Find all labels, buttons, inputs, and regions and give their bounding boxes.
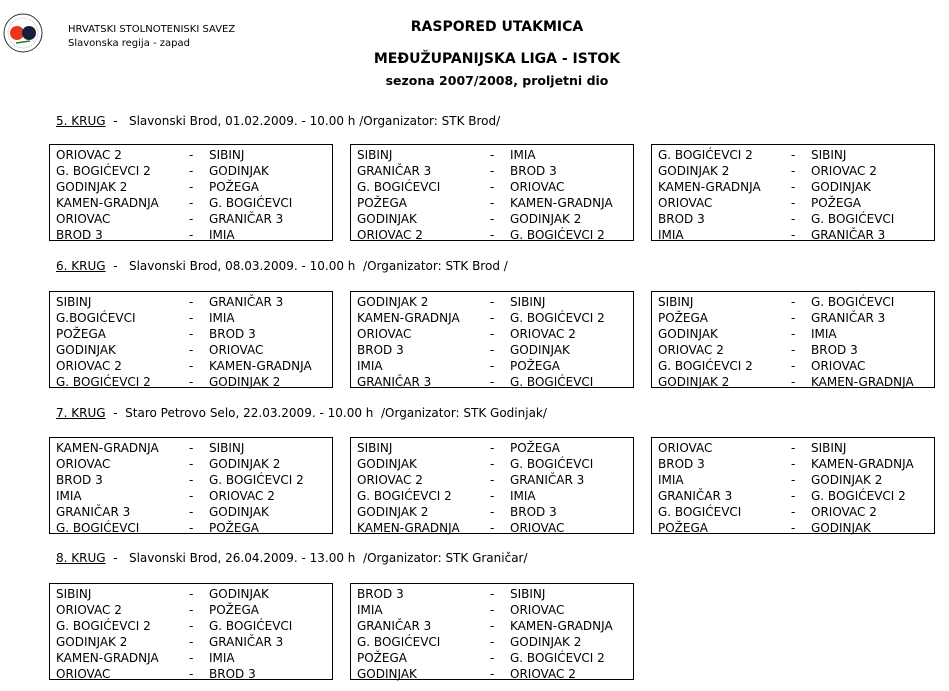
home-team: BROD 3: [658, 212, 705, 226]
match-row: [357, 440, 633, 456]
home-team: G.BOGIĆEVCI: [56, 311, 136, 325]
versus-separator: -: [791, 457, 796, 471]
match-row: [56, 358, 332, 374]
home-team: ORIOVAC 2: [56, 359, 122, 373]
away-team: GODINJAK: [209, 587, 269, 601]
versus-separator: -: [189, 667, 194, 681]
match-row: [56, 179, 332, 195]
home-team: GODINJAK: [357, 212, 417, 226]
match-row: [357, 374, 633, 390]
versus-separator: -: [490, 521, 495, 535]
home-team: ORIOVAC 2: [56, 603, 122, 617]
page-title: RASPORED UTAKMICA: [410, 19, 584, 35]
versus-separator: -: [189, 457, 194, 471]
match-row: [658, 358, 934, 374]
versus-separator: -: [189, 228, 194, 242]
match-row: [357, 472, 633, 488]
match-group-box: [49, 437, 333, 534]
away-team: G. BOGIĆEVCI 2: [811, 489, 906, 503]
home-team: BROD 3: [658, 457, 705, 471]
match-row: [56, 374, 332, 390]
versus-separator: -: [490, 489, 495, 503]
home-team: BROD 3: [56, 473, 103, 487]
home-team: BROD 3: [357, 587, 404, 601]
away-team: ORIOVAC: [811, 359, 866, 373]
match-row: [357, 618, 633, 634]
away-team: SIBINJ: [510, 295, 546, 309]
match-row: [357, 342, 633, 358]
versus-separator: -: [189, 521, 194, 535]
match-row: [56, 472, 332, 488]
match-row: [357, 488, 633, 504]
versus-separator: -: [189, 196, 194, 210]
versus-separator: -: [490, 441, 495, 455]
home-team: GODINJAK: [56, 343, 116, 357]
home-team: G. BOGIĆEVCI: [56, 521, 140, 535]
away-team: IMIA: [209, 651, 235, 665]
away-team: G. BOGIĆEVCI: [510, 457, 594, 471]
versus-separator: -: [490, 375, 495, 389]
away-team: G. BOGIĆEVCI: [811, 212, 895, 226]
match-row: [56, 520, 332, 536]
versus-separator: -: [791, 441, 796, 455]
match-group-box: [651, 144, 935, 241]
away-team: ORIOVAC 2: [811, 505, 877, 519]
versus-separator: -: [189, 212, 194, 226]
away-team: ORIOVAC: [510, 180, 565, 194]
match-row: [357, 520, 633, 536]
away-team: IMIA: [811, 327, 837, 341]
away-team: GRANIČAR 3: [811, 311, 886, 325]
versus-separator: -: [791, 327, 796, 341]
versus-separator: -: [490, 505, 495, 519]
match-row: [658, 520, 934, 536]
versus-separator: -: [791, 505, 796, 519]
match-row: [56, 456, 332, 472]
away-team: KAMEN-GRADNJA: [209, 359, 312, 373]
away-team: IMIA: [209, 228, 235, 242]
match-row: [56, 294, 332, 310]
versus-separator: -: [189, 473, 194, 487]
away-team: POŽEGA: [209, 180, 259, 194]
home-team: POŽEGA: [357, 196, 407, 210]
round-label: 5. KRUG: [56, 114, 106, 128]
away-team: GODINJAK: [811, 521, 871, 535]
versus-separator: -: [490, 164, 495, 178]
match-row: [357, 358, 633, 374]
away-team: SIBINJ: [510, 587, 546, 601]
match-row: [658, 374, 934, 390]
versus-separator: -: [490, 327, 495, 341]
home-team: G. BOGIĆEVCI 2: [357, 489, 452, 503]
round-header: [56, 551, 528, 565]
home-team: ORIOVAC: [658, 196, 713, 210]
home-team: ORIOVAC 2: [357, 228, 423, 242]
versus-separator: -: [189, 343, 194, 357]
versus-separator: -: [189, 164, 194, 178]
home-team: G. BOGIĆEVCI: [357, 180, 441, 194]
versus-separator: -: [490, 359, 495, 373]
away-team: KAMEN-GRADNJA: [811, 375, 914, 389]
away-team: G. BOGIĆEVCI 2: [510, 651, 605, 665]
away-team: ORIOVAC 2: [811, 164, 877, 178]
away-team: GRANIČAR 3: [811, 228, 886, 242]
home-team: KAMEN-GRADNJA: [56, 651, 159, 665]
round-label: 8. KRUG: [56, 551, 106, 565]
versus-separator: -: [791, 311, 796, 325]
home-team: GODINJAK: [357, 457, 417, 471]
match-row: [357, 456, 633, 472]
match-row: [658, 211, 934, 227]
match-row: [56, 586, 332, 602]
versus-separator: -: [791, 148, 796, 162]
round-info: - Slavonski Brod, 26.04.2009. - 13.00 h /Organizator: STK Graničar/: [105, 551, 528, 565]
match-group-box: [350, 437, 634, 534]
versus-separator: -: [791, 228, 796, 242]
home-team: GODINJAK: [357, 667, 417, 681]
home-team: GODINJAK: [658, 327, 718, 341]
match-group-box: [49, 144, 333, 241]
versus-separator: -: [791, 212, 796, 226]
away-team: GODINJAK 2: [811, 473, 883, 487]
home-team: GODINJAK 2: [357, 295, 429, 309]
away-team: GODINJAK 2: [209, 375, 281, 389]
versus-separator: -: [490, 651, 495, 665]
versus-separator: -: [791, 375, 796, 389]
away-team: POŽEGA: [209, 521, 259, 535]
match-row: [357, 147, 633, 163]
away-team: POŽEGA: [209, 603, 259, 617]
away-team: GRANIČAR 3: [209, 295, 284, 309]
away-team: BROD 3: [209, 667, 256, 681]
away-team: SIBINJ: [209, 441, 245, 455]
round-label: 7. KRUG: [56, 406, 106, 420]
away-team: ORIOVAC: [510, 521, 565, 535]
versus-separator: -: [490, 311, 495, 325]
round-info: - Staro Petrovo Selo, 22.03.2009. - 10.00 h /Organizator: STK Godinjak/: [105, 406, 547, 420]
away-team: IMIA: [510, 489, 536, 503]
match-row: [357, 634, 633, 650]
match-group-box: [350, 291, 634, 388]
round-label: 6. KRUG: [56, 259, 106, 273]
match-row: [658, 147, 934, 163]
match-row: [56, 211, 332, 227]
versus-separator: -: [490, 457, 495, 471]
match-row: [357, 211, 633, 227]
home-team: G. BOGIĆEVCI 2: [658, 148, 753, 162]
versus-separator: -: [189, 375, 194, 389]
match-row: [658, 294, 934, 310]
versus-separator: -: [791, 343, 796, 357]
away-team: ORIOVAC 2: [209, 489, 275, 503]
round-header: [56, 114, 500, 128]
away-team: ORIOVAC: [510, 603, 565, 617]
versus-separator: -: [490, 473, 495, 487]
match-row: [658, 456, 934, 472]
versus-separator: -: [189, 180, 194, 194]
match-row: [658, 504, 934, 520]
match-row: [357, 163, 633, 179]
home-team: IMIA: [357, 359, 383, 373]
home-team: G. BOGIĆEVCI 2: [56, 375, 151, 389]
match-row: [56, 310, 332, 326]
versus-separator: -: [189, 441, 194, 455]
versus-separator: -: [791, 473, 796, 487]
versus-separator: -: [490, 587, 495, 601]
home-team: ORIOVAC: [357, 327, 412, 341]
match-row: [357, 666, 633, 682]
match-row: [56, 440, 332, 456]
versus-separator: -: [490, 196, 495, 210]
home-team: POŽEGA: [357, 651, 407, 665]
match-row: [56, 634, 332, 650]
home-team: KAMEN-GRADNJA: [56, 441, 159, 455]
away-team: ORIOVAC 2: [510, 327, 576, 341]
match-row: [357, 179, 633, 195]
home-team: ORIOVAC 2: [357, 473, 423, 487]
match-group-box: [49, 291, 333, 388]
versus-separator: -: [189, 489, 194, 503]
home-team: POŽEGA: [56, 327, 106, 341]
match-row: [658, 440, 934, 456]
versus-separator: -: [189, 311, 194, 325]
match-row: [658, 179, 934, 195]
home-team: IMIA: [56, 489, 82, 503]
away-team: G. BOGIĆEVCI: [209, 619, 293, 633]
home-team: POŽEGA: [658, 311, 708, 325]
away-team: G. BOGIĆEVCI: [209, 196, 293, 210]
versus-separator: -: [791, 196, 796, 210]
home-team: IMIA: [357, 603, 383, 617]
versus-separator: -: [189, 295, 194, 309]
home-team: G. BOGIĆEVCI 2: [56, 619, 151, 633]
home-team: G. BOGIĆEVCI: [357, 635, 441, 649]
match-row: [56, 195, 332, 211]
home-team: ORIOVAC: [56, 667, 111, 681]
versus-separator: -: [189, 148, 194, 162]
match-group-box: [49, 583, 333, 680]
away-team: IMIA: [209, 311, 235, 325]
home-team: SIBINJ: [56, 295, 92, 309]
versus-separator: -: [791, 180, 796, 194]
home-team: GRANIČAR 3: [357, 164, 432, 178]
home-team: ORIOVAC: [56, 457, 111, 471]
match-row: [658, 488, 934, 504]
away-team: BROD 3: [510, 505, 557, 519]
versus-separator: -: [791, 521, 796, 535]
match-row: [658, 310, 934, 326]
away-team: ORIOVAC: [209, 343, 264, 357]
versus-separator: -: [490, 619, 495, 633]
home-team: SIBINJ: [56, 587, 92, 601]
match-row: [357, 586, 633, 602]
home-team: IMIA: [658, 228, 684, 242]
versus-separator: -: [490, 295, 495, 309]
away-team: BROD 3: [811, 343, 858, 357]
versus-separator: -: [189, 651, 194, 665]
home-team: KAMEN-GRADNJA: [658, 180, 761, 194]
away-team: G. BOGIĆEVCI: [510, 375, 594, 389]
home-team: BROD 3: [357, 343, 404, 357]
away-team: POŽEGA: [811, 196, 861, 210]
home-team: POŽEGA: [658, 521, 708, 535]
round-header: [56, 259, 508, 273]
versus-separator: -: [490, 228, 495, 242]
home-team: SIBINJ: [357, 148, 393, 162]
round-info: - Slavonski Brod, 01.02.2009. - 10.00 h /Organizator: STK Brod/: [105, 114, 501, 128]
home-team: GRANIČAR 3: [357, 375, 432, 389]
home-team: SIBINJ: [357, 441, 393, 455]
away-team: IMIA: [510, 148, 536, 162]
match-group-box: [350, 583, 634, 680]
versus-separator: -: [189, 603, 194, 617]
away-team: G. BOGIĆEVCI 2: [510, 228, 605, 242]
round-info: - Slavonski Brod, 08.03.2009. - 10.00 h /Organizator: STK Brod /: [105, 259, 508, 273]
match-row: [56, 650, 332, 666]
versus-separator: -: [490, 148, 495, 162]
match-row: [357, 326, 633, 342]
away-team: G. BOGIĆEVCI 2: [209, 473, 304, 487]
away-team: GODINJAK: [811, 180, 871, 194]
versus-separator: -: [791, 359, 796, 373]
away-team: GRANIČAR 3: [510, 473, 585, 487]
match-row: [56, 488, 332, 504]
versus-separator: -: [490, 603, 495, 617]
away-team: SIBINJ: [811, 441, 847, 455]
season-subtitle: sezona 2007/2008, proljetni dio: [385, 73, 609, 88]
match-row: [56, 227, 332, 243]
home-team: GODINJAK 2: [357, 505, 429, 519]
away-team: POŽEGA: [510, 441, 560, 455]
versus-separator: -: [189, 327, 194, 341]
home-team: KAMEN-GRADNJA: [56, 196, 159, 210]
league-title: MEĐUŽUPANIJSKA LIGA - ISTOK: [373, 51, 621, 67]
match-row: [357, 310, 633, 326]
away-team: KAMEN-GRADNJA: [811, 457, 914, 471]
match-row: [357, 227, 633, 243]
home-team: ORIOVAC 2: [56, 148, 122, 162]
match-row: [357, 650, 633, 666]
versus-separator: -: [791, 164, 796, 178]
home-team: GRANIČAR 3: [357, 619, 432, 633]
away-team: GODINJAK: [209, 164, 269, 178]
home-team: GRANIČAR 3: [56, 505, 131, 519]
home-team: GODINJAK 2: [56, 180, 128, 194]
home-team: GODINJAK 2: [56, 635, 128, 649]
away-team: GODINJAK 2: [510, 635, 582, 649]
away-team: KAMEN-GRADNJA: [510, 619, 613, 633]
match-row: [658, 472, 934, 488]
match-row: [56, 326, 332, 342]
home-team: KAMEN-GRADNJA: [357, 521, 460, 535]
match-row: [658, 342, 934, 358]
match-row: [658, 326, 934, 342]
away-team: BROD 3: [209, 327, 256, 341]
away-team: GRANIČAR 3: [209, 212, 284, 226]
match-group-box: [651, 437, 935, 534]
match-row: [56, 147, 332, 163]
home-team: G. BOGIĆEVCI 2: [56, 164, 151, 178]
away-team: SIBINJ: [209, 148, 245, 162]
home-team: ORIOVAC 2: [658, 343, 724, 357]
away-team: SIBINJ: [811, 148, 847, 162]
away-team: KAMEN-GRADNJA: [510, 196, 613, 210]
match-row: [357, 195, 633, 211]
away-team: GODINJAK: [209, 505, 269, 519]
versus-separator: -: [791, 295, 796, 309]
match-row: [357, 602, 633, 618]
versus-separator: -: [490, 180, 495, 194]
home-team: GODINJAK 2: [658, 375, 730, 389]
home-team: BROD 3: [56, 228, 103, 242]
versus-separator: -: [189, 635, 194, 649]
away-team: BROD 3: [510, 164, 557, 178]
match-row: [357, 294, 633, 310]
home-team: ORIOVAC: [658, 441, 713, 455]
away-team: GODINJAK 2: [209, 457, 281, 471]
home-team: KAMEN-GRADNJA: [357, 311, 460, 325]
away-team: GODINJAK 2: [510, 212, 582, 226]
home-team: GODINJAK 2: [658, 164, 730, 178]
away-team: GODINJAK: [510, 343, 570, 357]
versus-separator: -: [791, 489, 796, 503]
match-row: [56, 342, 332, 358]
away-team: G. BOGIĆEVCI 2: [510, 311, 605, 325]
organization-name: HRVATSKI STOLNOTENISKI SAVEZ: [68, 24, 236, 35]
home-team: GRANIČAR 3: [658, 489, 733, 503]
home-team: IMIA: [658, 473, 684, 487]
away-team: ORIOVAC 2: [510, 667, 576, 681]
match-row: [658, 227, 934, 243]
organization-region: Slavonska regija - zapad: [68, 38, 191, 49]
match-row: [658, 195, 934, 211]
match-group-box: [651, 291, 935, 388]
home-team: ORIOVAC: [56, 212, 111, 226]
match-group-box: [350, 144, 634, 241]
match-row: [56, 666, 332, 682]
match-row: [357, 504, 633, 520]
versus-separator: -: [189, 619, 194, 633]
away-team: GRANIČAR 3: [209, 635, 284, 649]
home-team: G. BOGIĆEVCI: [658, 505, 742, 519]
versus-separator: -: [189, 505, 194, 519]
away-team: POŽEGA: [510, 359, 560, 373]
match-row: [658, 163, 934, 179]
versus-separator: -: [490, 635, 495, 649]
match-row: [56, 504, 332, 520]
match-row: [56, 163, 332, 179]
round-header: [56, 406, 547, 420]
away-team: G. BOGIĆEVCI: [811, 295, 895, 309]
match-row: [56, 618, 332, 634]
versus-separator: -: [189, 359, 194, 373]
match-row: [56, 602, 332, 618]
versus-separator: -: [189, 587, 194, 601]
versus-separator: -: [490, 667, 495, 681]
versus-separator: -: [490, 343, 495, 357]
versus-separator: -: [490, 212, 495, 226]
home-team: SIBINJ: [658, 295, 694, 309]
home-team: G. BOGIĆEVCI 2: [658, 359, 753, 373]
